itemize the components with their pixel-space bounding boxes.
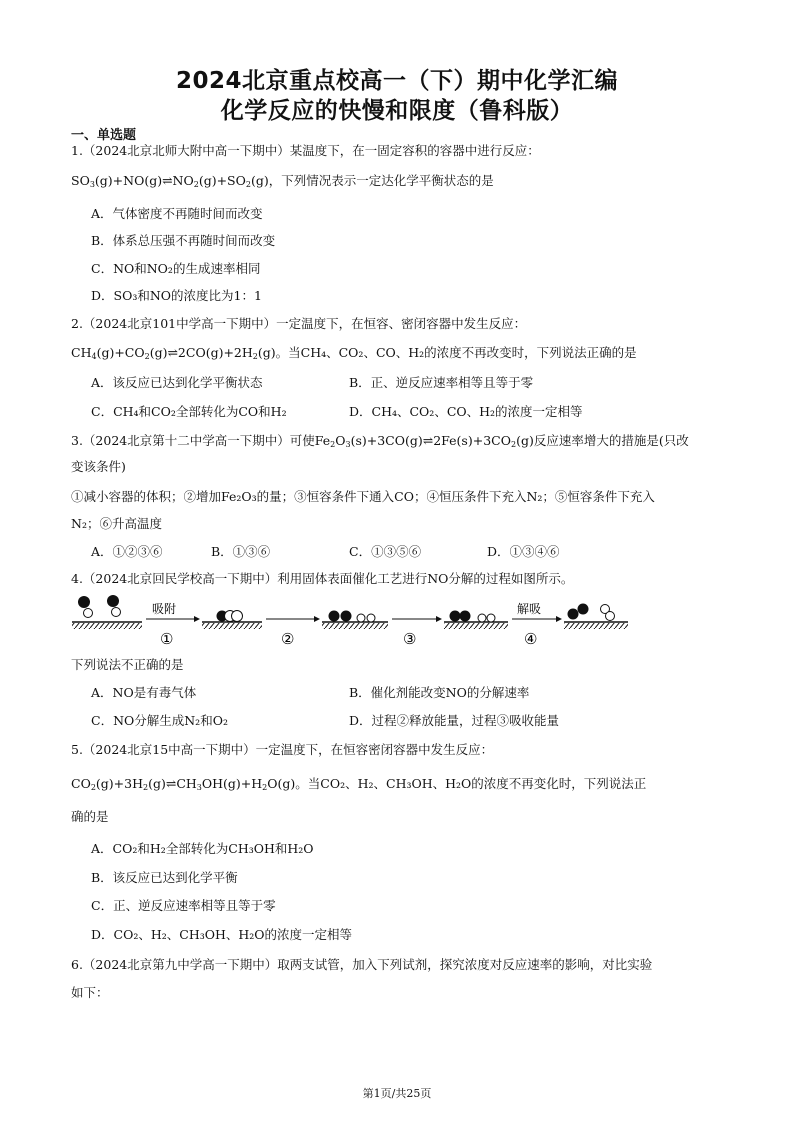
q5-option-d: D．CO₂、H₂、CH₃OH、H₂O的浓度一定相等 (91, 927, 353, 942)
step4-number: ④ (524, 630, 538, 648)
q4-option-a: A．NO是有毒气体 (91, 685, 197, 700)
q4-stem: 4.（2024北京回民学校高一下期中）利用固体表面催化工艺进行NO分解的过程如图所示。 (71, 571, 574, 586)
no-molecule-gas-2 (107, 595, 121, 617)
q3-option-a: A．①②③⑥ (91, 544, 163, 559)
catalyst-surface-2 (202, 622, 262, 629)
catalyst-surface-3 (322, 622, 388, 629)
q3-option-b: B．①③⑥ (211, 544, 271, 559)
arrow-step-2 (266, 616, 320, 622)
q3-stem-suffix: 反应速率增大的措施是(只改 (533, 433, 689, 448)
q3-stem (71, 432, 689, 450)
q6-stem-line1: 6.（2024北京第九中学高一下期中）取两支试管，加入下列试剂，探究浓度对反应速率的影响，对比实验 (71, 957, 653, 972)
no-decomposition-diagram (70, 592, 650, 652)
step4-label: 解吸 (517, 602, 542, 616)
q3-stem-prefix: 3.（2024北京第十二中学高一下期中）可使 (71, 433, 315, 448)
q1-option-a: A．气体密度不再随时间而改变 (91, 206, 263, 221)
desorbed-n2-o2 (568, 604, 615, 621)
catalyst-surface-5 (564, 622, 628, 629)
q2-stem: 2.（2024北京101中学高一下期中）一定温度下，在恒容、密闭容器中发生反应： (71, 316, 527, 331)
q3-option-c: C．①③⑤⑥ (349, 544, 422, 559)
q5-equation (71, 775, 646, 793)
q1-option-b: B．体系总压强不再随时间而改变 (91, 233, 276, 248)
no-molecule-gas-1 (78, 596, 93, 618)
q4-option-d: D．过程②释放能量，过程③吸收能量 (349, 713, 560, 728)
q1-option-c: C．NO和NO₂的生成速率相同 (91, 261, 261, 276)
q1-equation-suffix: ，下列情况表示一定达化学平衡状态的是 (268, 173, 494, 188)
catalyst-surface-4 (444, 622, 508, 629)
recombined-molecules (450, 611, 496, 623)
q2-option-d: D．CH₄、CO₂、CO、H₂的浓度一定相等 (349, 404, 583, 419)
q2-option-a: A．该反应已达到化学平衡状态 (91, 375, 263, 390)
q1-stem: 1.（2024北京北师大附中高一下期中）某温度下，在一固定容积的容器中进行反应： (71, 143, 540, 158)
q4-option-b: B．催化剂能改变NO的分解速率 (349, 685, 530, 700)
q5-option-c: C．正、逆反应速率相等且等于零 (91, 898, 276, 913)
q2-option-c: C．CH₄和CO₂全部转化为CO和H₂ (91, 404, 287, 419)
arrow-step-3 (392, 616, 442, 622)
q1-equation-formula: $SO_3(g)+NO(g)\rightleftharpoons NO_2(g)+SO_2(g)$ (71, 173, 269, 189)
q2-equation-tail: 。当CH₄、CO₂、CO、H₂的浓度不再改变时，下列说法正确的是 (275, 345, 637, 360)
q3-conditions-line2: N₂；⑥升高温度 (71, 516, 162, 531)
q5-equation-formula: $CO_2(g)+3H_2(g)\rightleftharpoons CH_3OH(g)+H_2O(g)$ (71, 776, 296, 792)
q5-equation-tail: 。当CO₂、H₂、CH₃OH、H₂O的浓度不再变化时，下列说法正 (295, 776, 647, 791)
q1-equation (71, 172, 494, 190)
q4-option-c: C．NO分解生成N₂和O₂ (91, 713, 228, 728)
q1-option-d: D．SO₃和NO的浓度比为1：1 (91, 288, 262, 303)
q2-equation-formula: $CH_4(g)+CO_2(g)\rightleftharpoons 2CO(g)+2H_2(g)$ (71, 345, 276, 361)
adsorbed-no-molecules (217, 611, 243, 622)
arrow-step-1 (146, 616, 200, 622)
document-title-line1: 2024北京重点校高一（下）期中化学汇编 (175, 68, 618, 94)
dissociated-atoms-1 (329, 611, 376, 623)
q6-stem-line2: 如下： (71, 985, 109, 1000)
page-footer: 第1页/共25页 (362, 1087, 432, 1100)
q4-question: 下列说法不正确的是 (71, 657, 184, 672)
step1-label: 吸附 (152, 602, 177, 616)
q5-stem: 5.（2024北京15中高一下期中）一定温度下，在恒容密闭容器中发生反应： (71, 742, 494, 757)
q3-option-d: D．①③④⑥ (487, 544, 560, 559)
step1-number: ① (160, 630, 174, 648)
q5-stem-line2: 确的是 (71, 809, 109, 824)
catalyst-surface-1 (72, 622, 142, 629)
section-label: 一、单选题 (71, 128, 137, 143)
q5-option-a: A．CO₂和H₂全部转化为CH₃OH和H₂O (91, 841, 314, 856)
step2-number: ② (281, 630, 295, 648)
q3-equation-formula: $Fe_2O_3(s)+3CO(g)\rightleftharpoons 2Fe(s)+3CO_2(g)$ (314, 433, 534, 449)
step3-number: ③ (403, 630, 417, 648)
document-title-line2: 化学反应的快慢和限度（鲁科版） (220, 98, 574, 124)
q3-stem-line2: 变该条件) (71, 459, 126, 474)
arrow-step-4 (512, 616, 562, 622)
q5-option-b: B．该反应已达到化学平衡 (91, 870, 238, 885)
q2-option-b: B．正、逆反应速率相等且等于零 (349, 375, 534, 390)
q2-equation (71, 344, 637, 362)
q3-conditions-line1: ①减小容器的体积；②增加Fe₂O₃的量；③恒容条件下通入CO；④恒压条件下充入N₂；⑤恒容条件下充入 (71, 489, 655, 504)
